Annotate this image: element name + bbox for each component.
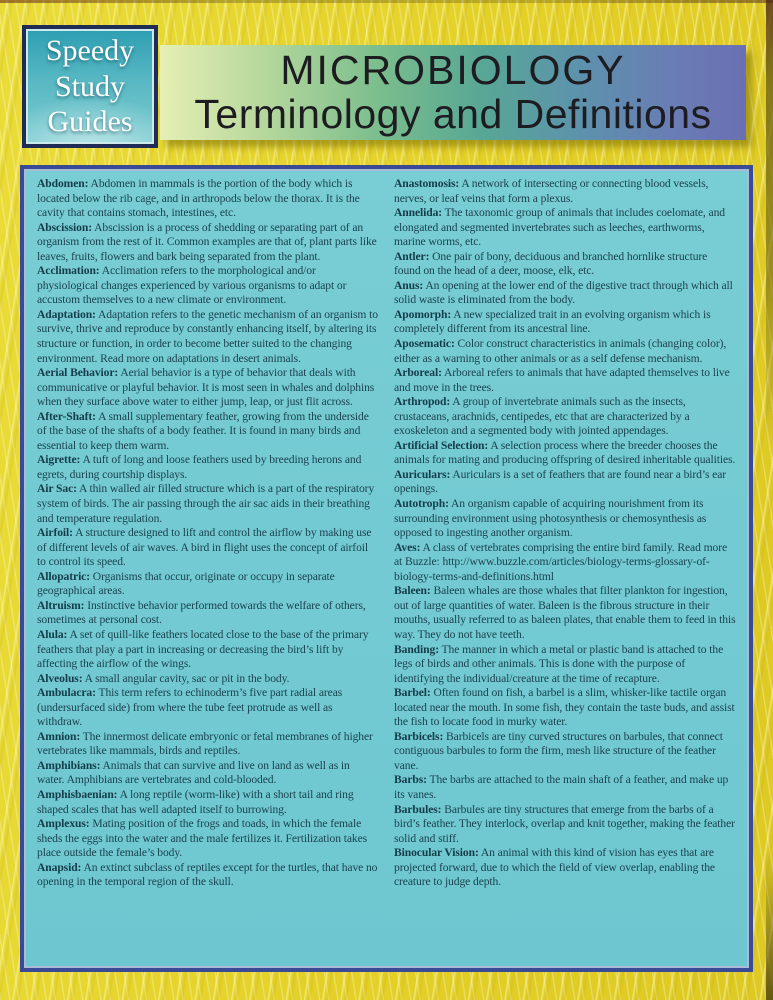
definition-entry [37, 366, 379, 410]
term-label: Amphisbaenian: [37, 787, 118, 801]
definition-entry [37, 177, 379, 221]
term-definition: A network of intersecting or connecting blood vessels, nerves, or leaf veins that form a plexus. [394, 177, 709, 205]
definition-entry [37, 264, 379, 308]
term-definition: Adaptation refers to the genetic mechanism of an organism to survive, thrive and reproduce by constantly enhancing itself, by altering its structure or function, in order to become better suited to the changing environment. Read more on adaptations in desert animals. [37, 307, 378, 365]
term-definition: Abdomen in mammals is the portion of the body which is located below the rib cage, and in arthropods below the thorax. It is the cavity that contains stomach, intestines, etc. [37, 177, 360, 220]
title-banner [160, 45, 746, 140]
term-definition: An opening at the lower end of the digestive tract through which all solid waste is eliminated from the body. [394, 278, 733, 307]
term-definition: A class of vertebrates comprising the entire bird family. Read more at Buzzle: http://www.buzzle.com/articles/biology-terms-glossary-of-biology-terms-and-definitions.html [394, 540, 728, 583]
page-title: MICROBIOLOGY [280, 47, 626, 94]
definition-entry [394, 773, 736, 802]
term-definition: A structure designed to lift and control the airflow by making use of different levels of air waves. A bird in flight uses the concept of airfoil to control its speed. [37, 526, 372, 569]
term-definition: Animals that can survive and live on land as well as in water. Amphibians are vertebrates and cold-blooded. [37, 758, 350, 787]
term-definition: The innermost delicate embryonic or fetal membranes of higher vertebrates like mammals, birds and reptiles. [37, 729, 373, 758]
photo-edge-artifact-right [766, 0, 773, 1000]
definition-entry [37, 628, 379, 672]
term-label: Air Sac: [37, 482, 77, 496]
term-label: Anus: [394, 278, 424, 292]
term-label: Abdomen: [37, 177, 89, 190]
brand-logo-inner [26, 29, 154, 144]
term-label: Binocular Vision: [394, 846, 479, 860]
term-definition: Baleen whales are those whales that filter plankton for ingestion, out of large quantities of water. Baleen is the fibrous structure in their mouths, usually referred to as baleen plates, that enable them to feed in this way. They do not have teeth. [394, 584, 736, 641]
definition-entry [37, 730, 379, 759]
term-label: Arboreal: [394, 366, 442, 380]
term-label: Acclimation: [37, 264, 100, 278]
term-label: Autotroph: [394, 497, 449, 511]
definition-entry [394, 366, 736, 395]
definition-entry [394, 206, 736, 250]
definition-entry [37, 410, 379, 454]
term-definition: This term refers to echinoderm’s five part radial areas (undersurfaced side) from where the tube feet protrude as well as withdraw. [37, 686, 343, 729]
term-label: Adaptation: [37, 307, 96, 321]
definitions-column-right [394, 177, 736, 960]
term-definition: A small supplementary feather, growing from the underside of the base of the shafts of a body feather. It is found in many birds and essential to keep them warm. [37, 409, 369, 452]
term-definition: The barbs are attached to the main shaft of a feather, and make up its vanes. [394, 773, 729, 801]
definition-entry [37, 861, 379, 890]
term-definition: A selection process where the breeder chooses the animals for mating and producing offspring of desired inheritable qualities. [394, 438, 736, 467]
term-label: Alula: [37, 627, 68, 641]
definition-entry [394, 730, 736, 774]
term-label: Amplexus: [37, 817, 90, 831]
definition-entry [394, 468, 736, 497]
definition-entry [394, 584, 736, 642]
definition-entry [394, 439, 736, 468]
definition-entry [37, 482, 379, 526]
term-label: Artificial Selection: [394, 438, 489, 452]
definition-entry [394, 177, 736, 206]
term-label: Barbs: [394, 773, 427, 787]
term-label: Barbules: [394, 802, 442, 816]
term-label: After-Shaft: [37, 409, 96, 423]
term-definition: A tuft of long and loose feathers used by breeding herons and egrets, during courtship displays. [37, 453, 362, 481]
photo-edge-artifact-top [0, 0, 773, 3]
logo-text-line: Speedy [45, 34, 135, 68]
term-label: Altruism: [37, 598, 85, 612]
definition-entry [394, 803, 736, 847]
definition-entry [394, 250, 736, 279]
term-label: Baleen: [394, 584, 431, 598]
term-label: Aves: [394, 540, 421, 554]
term-label: Allopatric: [37, 569, 90, 583]
definition-entry [394, 497, 736, 541]
definition-entry [394, 643, 736, 687]
term-label: Anastomosis: [394, 177, 460, 190]
term-label: Ambulacra: [37, 686, 96, 700]
definitions-column-left [37, 177, 379, 960]
term-definition: Abscission is a process of shedding or separating part of an organism from the rest of it. Common examples are that of, plant parts like leaves, fruits, flowers and bark being separated from the plant. [37, 220, 377, 263]
definition-entry [394, 686, 736, 730]
term-definition: The taxonomic group of animals that includes coelomate, and elongated and segmented invertebrates such as leeches, earthworms, marine worms, etc. [394, 206, 725, 249]
term-definition: Auriculars is a set of feathers that are found near a bird’s ear openings. [394, 467, 727, 496]
term-definition: Instinctive behavior performed towards the welfare of others, sometimes at personal cost. [37, 598, 366, 627]
definition-entry [394, 846, 736, 890]
definition-entry [394, 541, 736, 585]
term-definition: Barbules are tiny structures that emerge from the barbs of a bird’s feather. They interlock, overlap and knit together, making the feather solid and stiff. [394, 802, 735, 845]
definition-entry [37, 570, 379, 599]
term-definition: Acclimation refers to the morphological and/or physiological changes experienced by various organisms to adapt or accustom themselves to a new climate or environment. [37, 264, 347, 307]
definition-entry [37, 453, 379, 482]
term-label: Antler: [394, 249, 430, 263]
term-label: Alveolus: [37, 671, 83, 685]
term-label: Amphibians: [37, 758, 101, 772]
logo-text-line: Guides [47, 105, 133, 139]
term-label: Barbel: [394, 686, 431, 700]
term-definition: A set of quill-like feathers located close to the base of the primary feathers that play a part in increasing or decreasing the bird’s lift by affecting the airflow of the wings. [37, 627, 369, 671]
definition-entry [37, 759, 379, 788]
term-label: Amnion: [37, 729, 81, 743]
definition-entry [394, 279, 736, 308]
term-definition: Organisms that occur, originate or occupy in separate geographical areas. [37, 569, 335, 598]
definition-entry [394, 337, 736, 366]
term-definition: An organism capable of acquiring nourishment from its surrounding environment using photosynthesis or chemosynthesis as opposed to ingesting another organism. [394, 497, 707, 540]
term-definition: An extinct subclass of reptiles except for the turtles, that have no opening in the temporal region of the skull. [37, 860, 378, 889]
term-definition: Arboreal refers to animals that have adapted themselves to live and move in the trees. [394, 366, 730, 394]
term-label: Aposematic: [394, 337, 455, 351]
definition-entry [37, 788, 379, 817]
term-definition: A new specialized trait in an evolving organism which is completely different from its ancestral line. [394, 307, 711, 336]
term-label: Abscission: [37, 220, 92, 234]
term-label: Airfoil: [37, 526, 73, 540]
definition-entry [37, 817, 379, 861]
definition-entry [394, 308, 736, 337]
term-definition: A thin walled air filled structure which is a part of the respiratory system of birds. The air passing through the air sac aids in their breathing and temperature regulation. [37, 482, 375, 525]
term-label: Banding: [394, 642, 439, 656]
term-definition: Aerial behavior is a type of behavior that deals with communicative or playful behavior. It is most seen in whales and dolphins when they surface above water to either jump, leap, or just flit across. [37, 366, 375, 409]
definition-entry [394, 395, 736, 439]
term-label: Barbicels: [394, 729, 444, 743]
term-label: Aigrette: [37, 453, 81, 467]
term-label: Annelida: [394, 206, 443, 220]
definition-entry [37, 526, 379, 570]
definition-entry [37, 308, 379, 366]
term-label: Apomorph: [394, 307, 452, 321]
brand-logo [22, 25, 158, 148]
logo-text-line: Study [54, 69, 126, 103]
term-definition: The manner in which a metal or plastic band is attached to the legs of birds and other animals. This is done with the purpose of identifying the individual/creature at the time of recapture. [394, 642, 724, 685]
term-definition: One pair of bony, deciduous and branched hornlike structure found on the head of a deer, moose, elk, etc. [394, 249, 708, 278]
term-definition: Barbicels are tiny curved structures on barbules, that connect contiguous barbules to form the firm, mesh like structure of the feather vane. [394, 729, 723, 772]
term-definition: Often found on fish, a barbel is a slim, whisker-like tactile organ located near the mouth. In some fish, they contain the taste buds, and assist the fish to locate food in murky water. [394, 686, 735, 729]
definition-entry [37, 599, 379, 628]
definition-entry [37, 672, 379, 687]
term-definition: A group of invertebrate animals such as the insects, crustaceans, arachnids, centipedes, etc that are characterized by a exoskeleton and a segmented body with jointed appendages. [394, 395, 690, 438]
term-definition: A small angular cavity, sac or pit in the body. [82, 671, 290, 685]
term-label: Aerial Behavior: [37, 366, 119, 380]
term-definition: A long reptile (worm-like) with a short tail and ring shaped scales that has well adapted itself to burrowing. [37, 787, 354, 816]
term-definition: Color construct characteristics in animals (changing color), either as a warning to other animals or as a self defense mechanism. [394, 337, 727, 365]
term-label: Anapsid: [37, 860, 82, 874]
term-label: Auriculars: [394, 467, 451, 481]
term-label: Arthropod: [394, 395, 451, 409]
term-definition: Mating position of the frogs and toads, in which the female sheds the eggs into the water and the male fertilizes it. Fertilization takes place outside the female’s body. [37, 817, 368, 860]
definitions-panel [20, 165, 753, 972]
term-definition: An animal with this kind of vision has eyes that are projected forward, due to which the field of view overlap, enabling the creature to judge depth. [394, 846, 715, 889]
page-subtitle: Terminology and Definitions [194, 90, 712, 137]
definition-entry [37, 221, 379, 265]
definition-entry [37, 686, 379, 730]
